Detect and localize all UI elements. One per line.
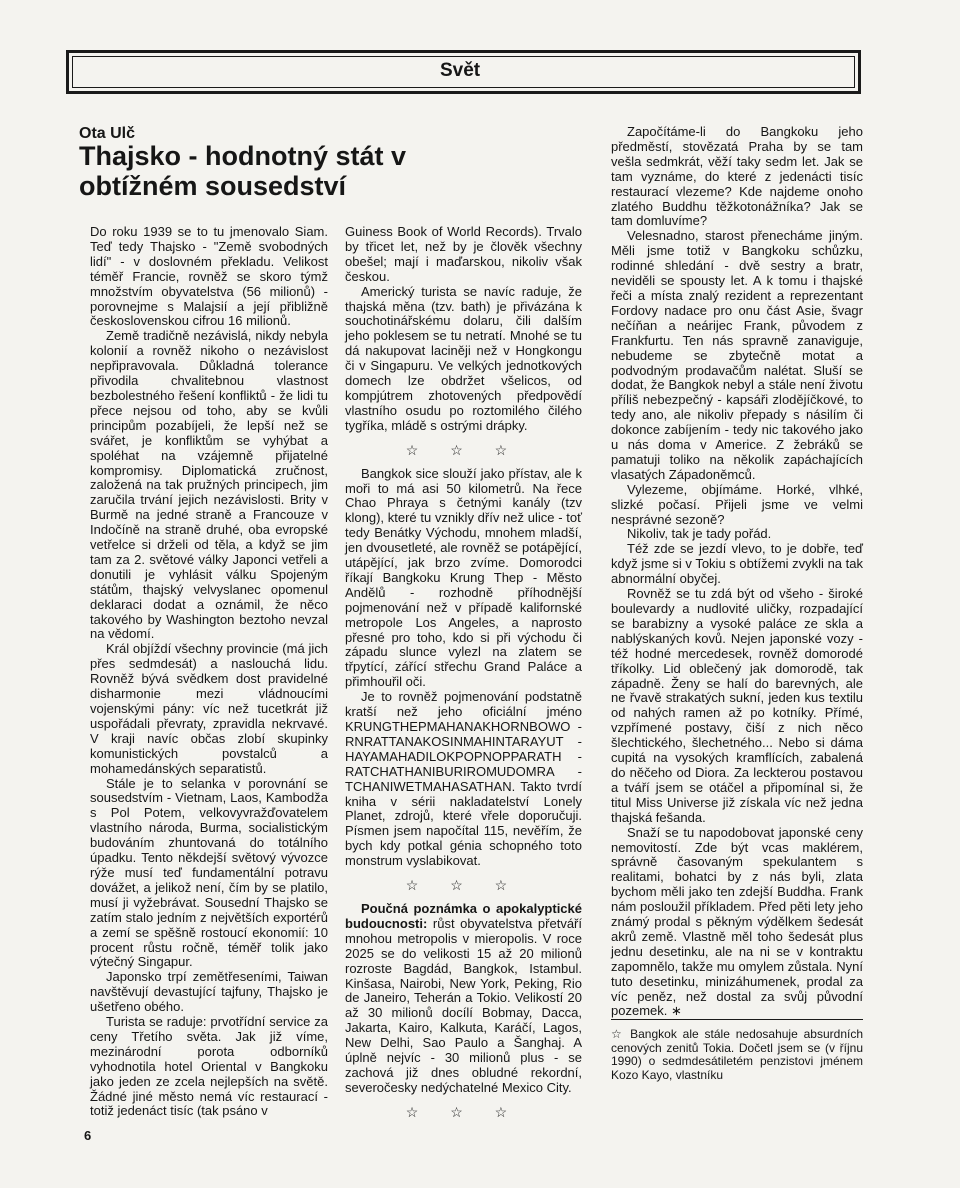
paragraph: Americký turista se navíc raduje, že thajská měna (tzv. bath) je přivázána k souchotinářskému dolaru, čili dalším jeho poklesem se tu netratí. Mnohé se tu dá nakupovat laciněji než v Hongkongu či v Singapuru. Ve velkých jednotkových domech lze obdržet všelicos, od kompjútrem zhotovených předpovědí vlastního osudu po roztomilého čilého tygříka, mládě s ostrými drápky. bbox=[345, 283, 582, 433]
paragraph: Turista se raduje: prvotřídní service za ceny Třetího světa. Jak již víme, mezinárodní porota odborníků vyhodnotila hotel Oriental v Bangkoku jako jeden ze zcela nejlepších na světě. Žádné jiné město nemá víc restaurací - totiž jedenáct tisíc (tak psáno v bbox=[90, 1014, 328, 1119]
paragraph: Král objíždí všechny provincie (má jich přes sedmdesát) a naslouchá lidu. Rovněž bývá svědkem dost pravidelné disharmonie mezi vládnoucími vojenskými pány: víc než tucetkrát již uspořádali převraty, zpravidla nekrvavé. V kraji navíc občas zlobí skupinky komunistických povstalců a mohamedánských separatistů. bbox=[90, 641, 328, 776]
paragraph-lead: Poučná poznámka o apokalyptické budoucnosti: bbox=[345, 900, 582, 931]
column-3 bbox=[611, 125, 863, 1082]
column-2 bbox=[345, 225, 582, 1129]
paragraph: Snaží se tu napodobovat japonské ceny nemovitostí. Zde být vcas maklérem, správně časovaným spekulantem s realitami, bohatci by z nás byli, zlata bychom měli jako ten zdejší Buddha. Frank nám posloužil příkladem. Před pěti lety jeho známý prodal s pěkným výdělkem šedesát akrů země. Vlastně měl toho šedesát plus jednu desetinku, ale na ni se v kontraktu zapomnělo, takže mu omylem zůstala. Nyní tuto desetinku, minizáhumenek, prodal za víc peněz, než dostal za svůj původní pozemek. ∗ bbox=[611, 824, 863, 1019]
paragraph: Též zde se jezdí vlevo, to je dobře, teď když jsme si v Tokiu s obtížemi zvykli na tak abnormální obyčej. bbox=[611, 541, 863, 587]
paragraph: Je to rovněž pojmenování podstatně kratší než jeho oficiální jméno KRUNGTHEPMAHANAKHORNBOWO - RNRATTANAKOSINMAHINTARAYUT - HAYAMAHADILOKPOPNOPPARATH - RATCHATHANIBURIROMUDOMRA - TCHANIWETMAHASATHAN. Takto tvrdí kniha v sérii nakladatelství Lonely Planet, zdrojů, které vřele doporučuji. Písmen jsem napočítal 115, nevěřím, že bych kdy potkal génia schopného toto monstrum vyslabikovat. bbox=[345, 689, 582, 869]
column-1 bbox=[90, 225, 328, 1119]
paragraph: Japonsko trpí zemětřeseními, Taiwan navštěvují devastující tajfuny, Thajsko je ušetřeno obého. bbox=[90, 969, 328, 1015]
paragraph: Poučná poznámka o apokalyptické budoucnosti: růst obyvatelstva přetváří mnohou metropolis v mieropolis. V roce 2025 se do velikosti 15 až 20 milionů rozroste Bagdád, Bangkok, Istambul. Kinšasa, Nairobi, New York, Peking, Rio de Janeiro, Teherán a Tokio. Velikostí 20 až 30 milionů docílí Bobmay, Dacca, Jakarta, Kairo, Kalkuta, Karáčí, Lagos, New Delhi, Sao Paulo a Šanghaj. A úplně nejvíc - 30 milionů plus - se zachová již dnes obludné rekordní, severočesky nedýchatelné Mexico City. bbox=[345, 900, 582, 1095]
paragraph: Započítáme-li do Bangkoku jeho předměstí, stovězatá Praha by se tam vešla sedmkrát, věží taky sedm let. Jak se tam vyznáme, do které z jedenácti tisíc restaurací vlezeme? Kde najdeme onoho zlatého Buddhu těžkotonážníka? Jak se tam domluvíme? bbox=[611, 124, 863, 229]
article-author: Ota Ulč bbox=[79, 125, 136, 142]
paragraph: Velesnadno, starost přenecháme jiným. Měli jsme totiž v Bangkoku schůzku, rodinné shledání - dvě sestry a bratr, neviděli se spousty let. A k tomu i thajské řeči a místa znalý rezident a reprezentant Fordovy nadace pro onu část Asie, švagr nečíňan a neárijec Frank, původem z Frankfurtu. Ten nás spravně zanaviguje, nebudeme se zbytečně motat a podvodným prodavačům nalétat. Sluší se dodat, že Bangkok nebyl a stále není životu příliš nebezpečný - kapsáři zlodějíčkové, to tedy ano, ale nikoliv přepady s násilím či dokonce zabíjením - tedy nic takového jako u nás doma v Americe. Z žebráků se pamatuji toliko na několik zapáchajících vlasatých Západoněmců. bbox=[611, 228, 863, 482]
article-title: Thajsko - hodnotný stát v obtížném sousedství bbox=[79, 141, 407, 201]
footnote: ☆ Bangkok ale stále nedosahuje absurdních cenových zenitů Tokia. Dočetl jsem se (v říjnu 1990) o sedmdesátiletém penzistovi jménem Kozo Kayo, vlastníku bbox=[611, 1019, 863, 1082]
paragraph: Vylezeme, objímáme. Horké, vlhké, slizké počasí. Přijeli jsme ve velmi nesprávné sezoně? bbox=[611, 481, 863, 527]
paragraph: Do roku 1939 se to tu jmenovalo Siam. Teď tedy Thajsko - "Země svobodných lidí" - v doslovném překladu. Velikost téměř Francie, rovněž se skoro týmž množstvím obyvatelstva (56 milionů) - porovnejme s Malajsií a její přibližně československou cifrou 16 milionů. bbox=[90, 224, 328, 329]
paragraph: Stále je to selanka v porovnání se sousedstvím - Vietnam, Laos, Kambodža s Pol Potem, velkovyvražďovatelem vlastního národa, Burma, socialistickým budováním zhuntovaná do totálního úpadku. Tento někdejší světový vývozce rýže musí teď fundamentální potravu dovážet, a jelikož není, čím by se platilo, musí ji vyžebrávat. Sousední Thajsko se zatím stalo jedním z největších exportérů a zemí se spěšně rostoucí ekonomií: 10 procent růstu ročně, téměř tolik jako výtečný Singapur. bbox=[90, 775, 328, 970]
page-number: 6 bbox=[84, 1128, 92, 1143]
section-title: Svět bbox=[440, 60, 481, 81]
paragraph: Rovněž se tu zdá být od všeho - široké boulevardy a nudlovité uličky, rozpadající se barabizny a vysoké paláce ze skla a nablýskaných kovů. Nejen japonské vozy - též hodné mercedesek, rovněž domorodé tříkolky. Lid oblečený jak domorodě, tak západně. Ženy se halí do barevných, ale ne řvavě strakatých sukní, jeden kus textilu od nahých ramen až po kotníky. Přímé, vzpřímené postavy, čiší z nich něco šlechtického, šlechetného... Nebo si dáma cupitá na vysokých kramflících, zabalená do něčeho od Diora. Za leckterou postavou a tváří jsem se otáčel a připomínal si, že titul Miss Universe již získala víc než jedna thajská fešanda. bbox=[611, 586, 863, 825]
paragraph: Bangkok sice slouží jako přístav, ale k moři to má asi 50 kilometrů. Na řece Chao Phraya s četnými kanály (tzv klong), které tu vznikly dřív než ulice - toť tedy Benátky Východu, mnohem mladší, jen dvousetleté, ale rovněž se potápějící, utápějící, jak brzo zvíme. Domorodci říkají Bangkoku Krung Thep - Město Andělů - rozhodně příhodnější pojmenování než v případě kalifornské metropole Los Angeles, a naprosto přesné pro toho, kdo si při východu či západu slunce vylezl na zlatem se třpytící, zářící střechu Grand Paláce a přimhouřil oči. bbox=[345, 465, 582, 690]
section-separator-stars: ☆ ☆ ☆ bbox=[405, 1103, 522, 1120]
section-separator-stars: ☆ ☆ ☆ bbox=[405, 441, 522, 458]
section-separator-stars: ☆ ☆ ☆ bbox=[405, 877, 522, 894]
paragraph: Guiness Book of World Records). Trvalo by třicet let, než by je člověk všechny obešel; mají i maďarskou, nikoliv však českou. bbox=[345, 224, 582, 284]
paragraph: Nikoliv, tak je tady pořád. bbox=[627, 526, 772, 542]
paragraph: Země tradičně nezávislá, nikdy nebyla kolonií a rovněž nikoho o nezávislost nepřipravovala. Důkladná tolerance přivodila chvalitebnou vlastnost bezbolestného řešení konfliktů - že lidi tu přece nejsou od toho, aby se kvůli principům pozabíjeli, že lepší než se svářet, je konfliktům se vyhýbat a spoléhat na vzájemně přijatelné kompromisy. Diplomatická zručnost, založená na tak pružných principech, jim zaručila trvání jejich nezávislosti. Brity v Burmě na jedné straně a Francouze v Indočíně na straně druhé, oba evropské vetřelce si drželi od těla, a když se jim tam za 2. světové války Japonci vetřeli a donutili je vyhlásit válku Spojeným státům, thajský velvyslanec opomenul deklaraci dodat a oznámil, že něco takového by Washington beztoho nevzal na vědomí. bbox=[90, 328, 328, 642]
